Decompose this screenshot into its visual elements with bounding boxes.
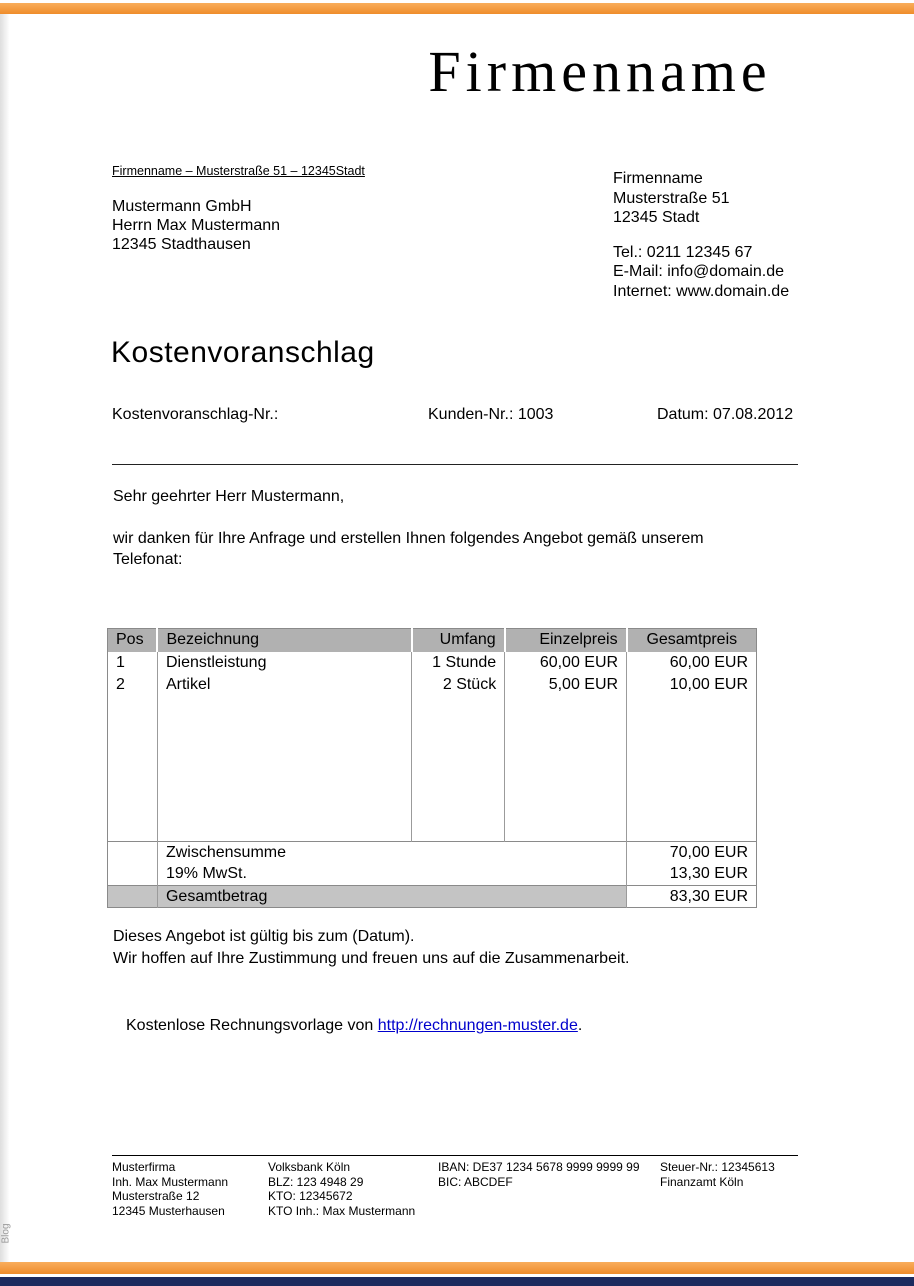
col-header-einzelpreis: Einzelpreis bbox=[505, 629, 627, 652]
footer-line: Musterstraße 12 bbox=[112, 1189, 200, 1203]
document-date: Datum: 07.08.2012 bbox=[657, 406, 794, 423]
footer-divider-line bbox=[112, 1155, 798, 1156]
footer-line: Inh. Max Mustermann bbox=[112, 1174, 229, 1189]
recipient-line: Herrn Max Mustermann bbox=[112, 217, 281, 234]
footer-line: Volksbank Köln bbox=[268, 1160, 351, 1174]
intro-text: wir danken für Ihre Anfrage und erstellen Ihnen folgendes Angebot gemäß unserem Telefonat: bbox=[113, 530, 704, 568]
recipient-address bbox=[112, 197, 280, 254]
bottom-accent-bar bbox=[0, 1262, 914, 1274]
footer-tax-col bbox=[660, 1160, 775, 1189]
footer-line: KTO: 12345672 bbox=[268, 1189, 353, 1203]
col-header-gesamtpreis: Gesamtpreis bbox=[627, 629, 757, 652]
contact-tel: Tel.: 0211 12345 67 bbox=[613, 243, 753, 261]
footer-line: Finanzamt Köln bbox=[660, 1174, 744, 1189]
empty-filler-row bbox=[108, 696, 757, 842]
credit-prefix: Kostenlose Rechnungsvorlage von bbox=[126, 1017, 378, 1034]
contact-email: E-Mail: info@domain.de bbox=[613, 263, 784, 280]
footer-company-col bbox=[112, 1160, 228, 1218]
vat-value: 13,30 EUR bbox=[669, 865, 748, 883]
footer-line: 12345 Musterhausen bbox=[112, 1203, 225, 1218]
subtotal-label: Zwischensumme bbox=[157, 842, 626, 864]
vat-row bbox=[108, 864, 757, 886]
recipient-line: Mustermann GmbH bbox=[112, 198, 252, 215]
footer-line: KTO Inh.: Max Mustermann bbox=[268, 1203, 416, 1218]
validity-note: Dieses Angebot ist gültig bis zum (Datum). bbox=[113, 928, 415, 945]
vat-label: 19% MwSt. bbox=[157, 864, 626, 886]
item-pos: 1 bbox=[108, 652, 158, 674]
greeting-text: Sehr geehrter Herr Mustermann, bbox=[113, 488, 345, 505]
company-title: Firmenname bbox=[428, 39, 772, 104]
items-table bbox=[107, 628, 757, 908]
item-row bbox=[108, 652, 757, 674]
estimate-number-label: Kostenvoranschlag-Nr.: bbox=[112, 406, 279, 423]
footer-line: BLZ: 123 4948 29 bbox=[268, 1174, 364, 1189]
blog-watermark: Blog bbox=[0, 1223, 12, 1244]
document-heading: Kostenvoranschlag bbox=[111, 336, 375, 369]
customer-number: Kunden-Nr.: 1003 bbox=[428, 406, 554, 423]
item-quantity: 2 Stück bbox=[412, 674, 505, 696]
contact-internet: Internet: www.domain.de bbox=[613, 282, 790, 300]
contact-line: Firmenname bbox=[613, 170, 703, 187]
item-pos: 2 bbox=[108, 674, 158, 696]
col-header-pos: Pos bbox=[108, 629, 158, 652]
sender-return-address: Firmenname – Musterstraße 51 – 12345Stadt bbox=[112, 164, 365, 178]
subtotal-row bbox=[108, 842, 757, 864]
item-total-price: 10,00 EUR bbox=[669, 675, 748, 693]
item-unit-price: 60,00 EUR bbox=[505, 652, 627, 674]
contact-line: 12345 Stadt bbox=[613, 209, 700, 226]
item-description: Artikel bbox=[157, 674, 411, 696]
item-unit-price: 5,00 EUR bbox=[505, 674, 627, 696]
header-divider-line bbox=[112, 464, 798, 465]
table-header-row bbox=[108, 629, 757, 652]
closing-note: Wir hoffen auf Ihre Zustimmung und freuen uns auf die Zusammenarbeit. bbox=[113, 949, 630, 967]
company-contact-block bbox=[613, 169, 789, 301]
closing-block bbox=[113, 926, 629, 969]
item-description: Dienstleistung bbox=[157, 652, 411, 674]
contact-spacer bbox=[613, 228, 789, 243]
footer-line: Musterfirma bbox=[112, 1160, 176, 1174]
top-accent-bar bbox=[0, 3, 914, 14]
footer-bank-col bbox=[268, 1160, 415, 1218]
item-total-price: 60,00 EUR bbox=[669, 653, 748, 671]
bottom-navy-bar bbox=[0, 1277, 914, 1286]
footer-line: BIC: ABCDEF bbox=[438, 1174, 513, 1189]
left-edge-strip bbox=[0, 14, 9, 1262]
subtotal-value: 70,00 EUR bbox=[627, 842, 757, 864]
contact-line: Musterstraße 51 bbox=[613, 189, 730, 207]
template-credit bbox=[126, 1017, 582, 1035]
footer-iban-col bbox=[438, 1160, 640, 1189]
grand-total-label: Gesamtbetrag bbox=[157, 886, 626, 908]
credit-suffix: . bbox=[577, 1017, 583, 1034]
item-quantity: 1 Stunde bbox=[412, 652, 505, 674]
grand-total-row bbox=[108, 886, 757, 908]
footer-line: IBAN: DE37 1234 5678 9999 9999 99 bbox=[438, 1160, 640, 1174]
col-header-umfang: Umfang bbox=[412, 629, 505, 652]
credit-link[interactable]: http://rechnungen-muster.de bbox=[377, 1017, 578, 1034]
item-row bbox=[108, 674, 757, 696]
col-header-bezeichnung: Bezeichnung bbox=[157, 629, 411, 652]
recipient-line: 12345 Stadthausen bbox=[112, 236, 251, 253]
grand-total-value: 83,30 EUR bbox=[627, 886, 757, 908]
footer-line: Steuer-Nr.: 12345613 bbox=[660, 1160, 775, 1174]
